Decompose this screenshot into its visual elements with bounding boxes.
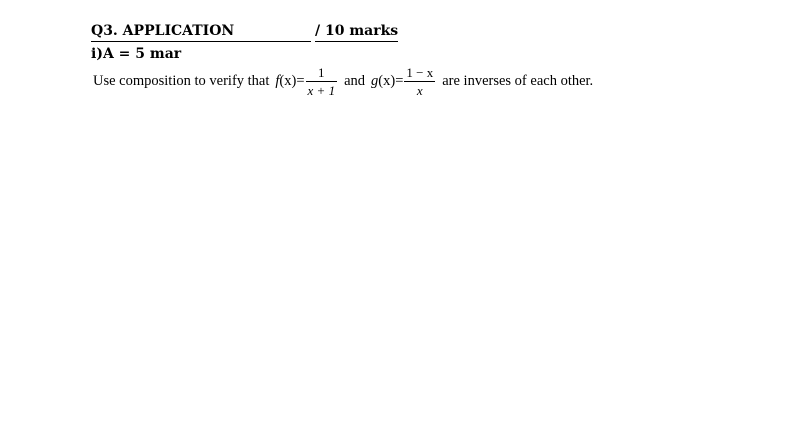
g-definition [371, 65, 436, 98]
prompt-end: are inverses of each other. [442, 72, 594, 89]
f-denominator: x + 1 [307, 82, 336, 98]
question-heading: Q3. APPLICATION [91, 22, 311, 42]
g-numerator: 1 − x [406, 64, 434, 80]
g-denominator: x [416, 82, 423, 98]
f-numerator: 1 [318, 64, 325, 80]
f-name: f [275, 72, 280, 89]
f-argument: (x) [279, 72, 297, 89]
f-equals: = [296, 72, 305, 89]
g-name: g [371, 72, 379, 89]
g-equals: = [395, 72, 404, 89]
f-fraction [306, 65, 338, 98]
marks-label: / 10 marks [315, 22, 398, 42]
question-text [93, 61, 593, 101]
g-argument: (x) [378, 72, 396, 89]
prompt-start: Use composition to verify that [93, 72, 270, 89]
question-header [91, 22, 399, 42]
connector-text: and [344, 72, 366, 89]
f-definition [275, 65, 338, 98]
part-label: i)A = 5 mar [91, 46, 182, 62]
g-fraction [404, 65, 435, 98]
